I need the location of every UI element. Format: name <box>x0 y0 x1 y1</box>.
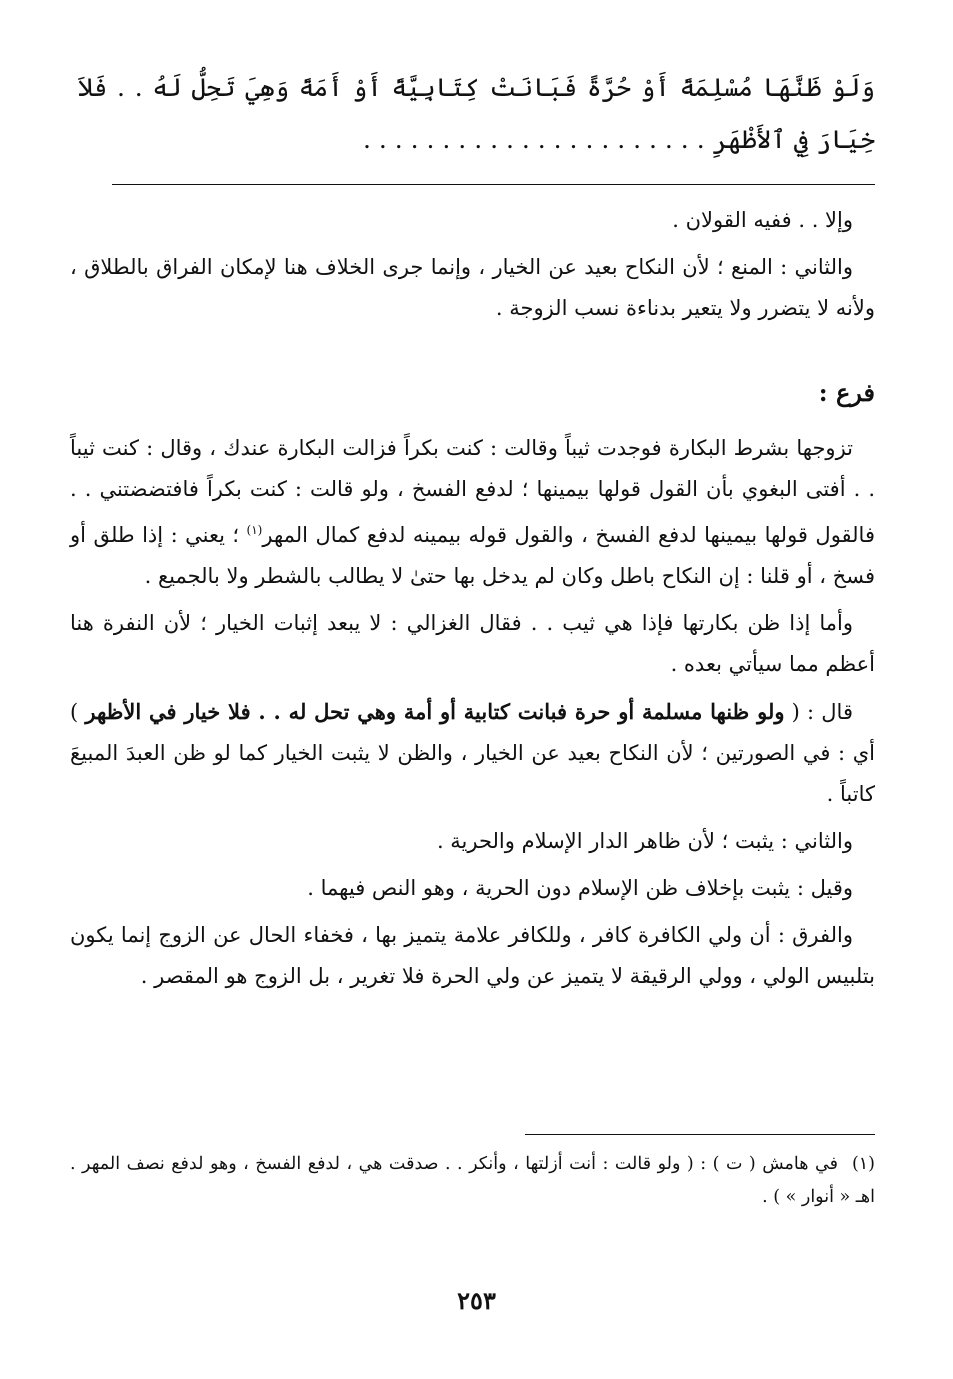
paragraph-text: تزوجها بشرط البكارة فوجدت ثيباً وقالت : كنت بكراً فزالت البكارة عندك ، وقال : كنت ثيباً . . أفتى البغوي بأن القول قولها بيمينها ؛ لدفع الفسخ ، ولو قالت : كنت بكراً فافتضضتني . . فالقول قولها بيمينها لدفع الفسخ ، والقول قوله بيمينه لدفع كمال المهر <box>70 436 875 547</box>
footnote-text: في هامش ( ت ) : ( ولو قالت : أنت أزلتها ، وأنكر . . صدقت هي ، لدفع الفسخ ، وهو لدفع نصف المهر . اهـ « أنوار » ) . <box>70 1154 875 1207</box>
matn-dots: . . . . . . . . . . . . . . . . . . . . . . <box>362 125 705 154</box>
paragraph <box>70 691 875 815</box>
quote-lead: قال : ( <box>784 700 853 724</box>
footnote-marker: (١) <box>246 523 263 537</box>
paragraph: والثاني : يثبت ؛ لأن ظاهر الدار الإسلام والحرية . <box>436 829 853 853</box>
footnote-separator <box>525 1134 875 1135</box>
matn-text <box>78 62 875 166</box>
page-number: ٢٥٣ <box>457 1286 496 1315</box>
commentary-section-b <box>70 428 875 997</box>
footnote <box>70 1148 875 1214</box>
paragraph <box>70 428 875 597</box>
separator-line <box>112 184 875 185</box>
commentary-section-a <box>70 200 875 329</box>
paragraph: وقيل : يثبت بإخلاف ظن الإسلام دون الحرية ، وهو النص فيهما . <box>307 876 853 900</box>
matn-line: وَلَوْ ظَنَّهَا مُسْلِمَةً أَوْ حُرَّةً فَبَانَتْ كِتَابِيَّةً أَوْ أَمَةً وَهِيَ تَحِلُّ لَهُ . . فَلاَ خِيَارَ فِي ٱلأَظْهَرِ <box>78 73 875 154</box>
footnote-number: (١) <box>851 1154 875 1174</box>
paragraph: وإلا . . ففيه القولان . <box>672 208 853 232</box>
paragraph: والفرق : أن ولي الكافرة كافر ، وللكافر علامة يتميز بها ، فخفاء الحال عن الزوج إنما يكون بتلبيس الولي ، وولي الرقيقة لا يتميز عن ولي الحرة فلا تغرير ، بل الزوج هو المقصر . <box>70 923 875 988</box>
paragraph: وأما إذا ظن بكارتها فإذا هي ثيب . . فقال الغزالي : لا يبعد إثبات الخيار ؛ لأن النفرة هنا أعظم مما سيأتي بعده . <box>70 611 875 676</box>
section-heading: فرع : <box>818 378 875 407</box>
quoted-matn: ولو ظنها مسلمة أو حرة فبانت كتابية أو أمة وهي تحل له . . فلا خيار في الأظهر <box>85 699 785 724</box>
paragraph-text: ) أي : في الصورتين ؛ لأن النكاح بعيد عن الخيار ، والظن لا يثبت الخيار كما لو ظن العبدَ المبيعَ كاتباً . <box>70 700 875 806</box>
paragraph-text: ؛ يعني : إذا طلق أو فسخ ، أو قلنا : إن النكاح باطل وكان لم يدخل بها حتىٰ لا يطالب بالشطر ولا بالجميع . <box>70 523 875 588</box>
paragraph: والثاني : المنع ؛ لأن النكاح بعيد عن الخيار ، وإنما جرى الخلاف هنا لإمكان الفراق بالطلاق ، ولأنه لا يتضرر ولا يتعير بدناءة نسب الزوجة . <box>70 255 875 320</box>
